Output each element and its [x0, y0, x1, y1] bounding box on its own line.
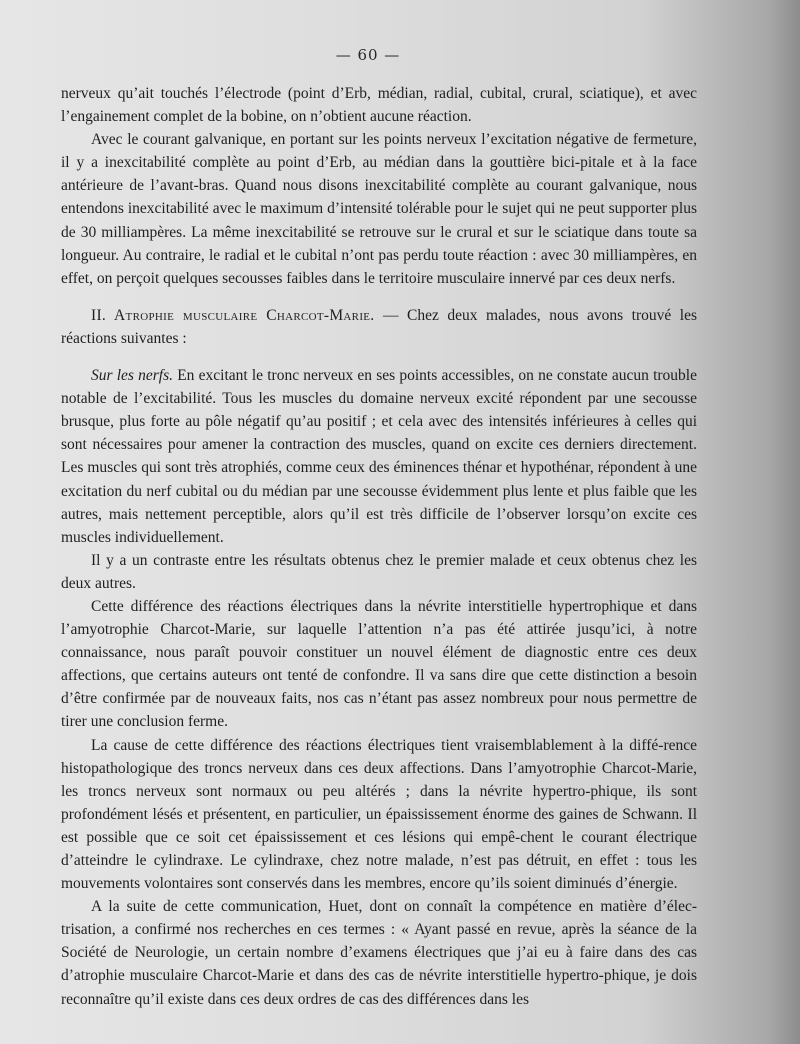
paragraph-text: nerveux qu’ait touchés l’électrode (point d’Erb, médian, radial, cubital, crural, sciatique), et avec l’engainement complet de la bobine, on n’obtient aucune réaction.: [61, 85, 697, 126]
paragraph-huet: [61, 895, 697, 1010]
body-text: [61, 82, 697, 1011]
paragraph-cause: [61, 734, 697, 896]
paragraph-galvanic-current: [61, 128, 697, 290]
section-title: II. Atrophie musculaire Charcot-Marie.: [91, 306, 375, 324]
paragraph-text: Avec le courant galvanique, en portant sur les points nerveux l’excitation négative de fermeture, il y a inexcitabilité complète au point d’Erb, au médian dans la gouttière bici-pitale et à la face antérieure de l’avant-bras. Quand nous disons inexcitabilité complète au courant galvanique, nous entendons inexcitabilité avec le maximum d’intensité tolérable pour le sujet qui ne peut supporter plus de 30 milliampères. La même inexcitabilité se retrouve sur le crural et sur le sciatique dans toute sa longueur. Au contraire, le radial et le cubital n’ont pas perdu toute réaction : avec 30 milliampères, en effet, on perçoit quelques secousses faibles dans le territoire musculaire innervé par ces deux nerfs.: [61, 131, 697, 287]
section-heading-paragraph: [61, 304, 697, 350]
paragraph-text: La cause de cette différence des réactions électriques tient vraisemblablement à la diffé-rence histopathologique des troncs nerveux dans ces deux affections. Dans l’amyotrophie Charcot-Marie, les troncs nerveux sont normaux ou peu altérés ; dans la névrite hypertro-phique, ils sont profondément lésés et présentent, en particulier, un épaississement énorme des gaines de Schwann. Il est possible que ce soit cet épaississement et ces lésions qui empê-chent le courant électrique d’atteindre le cylindraxe. Le cylindraxe, chez notre malade, n’est pas détruit, en effet : tous les mouvements volontaires sont conservés dans les membres, encore qu’ils soient diminués d’énergie.: [61, 736, 697, 893]
page-number: — 60 —: [335, 46, 401, 64]
paragraph-text: — Chez deux malades, nous avons trouvé les réactions suivantes :: [61, 306, 697, 347]
paragraph-text: En excitant le tronc nerveux en ses points accessibles, on ne constate aucun trouble notable de l’excitabilité. Tous les muscles du domaine nerveux excité répondent par une secousse brusque, plus forte au pôle négatif qu’au positif ; et cela avec des intensités inférieures à celles qui sont nécessaires pour amener la contraction des muscles, quand on excite ces derniers directement. Les muscles qui sont très atrophiés, comme ceux des éminences thénar et hypothénar, répondent à une excitation du nerf cubital ou du médian par une secousse évidemment plus lente et plus faible que les autres, mais nettement perceptible, alors qu’il est très difficile de l’observer lorsqu’on excite ces muscles individuellement.: [61, 367, 697, 546]
italic-lead: Sur les nerfs.: [91, 367, 174, 385]
paragraph-difference: [61, 595, 697, 734]
paragraph-text: Cette différence des réactions électriques dans la névrite interstitielle hypertrophique et dans l’amyotrophie Charcot-Marie, sur laquelle l’attention n’a pas été attirée jusqu’ici, à notre connaissance, nous paraît pouvoir constituer un nouvel élément de diagnostic entre ces deux affections, que certains auteurs ont tenté de confondre. Il va sans dire que cette distinction a besoin d’être confirmée par de nouveaux faits, nos cas n’étant pas assez nombreux pour nous permettre de tirer une conclusion ferme.: [61, 597, 697, 731]
paragraph-contrast: [61, 549, 697, 595]
paragraph-continuation: [61, 82, 697, 128]
paragraph-sur-les-nerfs: [61, 364, 697, 549]
paragraph-text: Il y a un contraste entre les résultats obtenus chez le premier malade et ceux obtenus chez les deux autres.: [61, 551, 697, 592]
paragraph-text: A la suite de cette communication, Huet, dont on connaît la compétence en matière d’élec-trisation, a confirmé nos recherches en ces termes : « Ayant passé en revue, après la séance de la Société de Neurologie, un certain nombre d’examens électriques que j’ai eu à faire dans des cas d’atrophie musculaire Charcot-Marie et dans des cas de névrite interstitielle hypertro-phique, je dois reconnaître qu’il existe dans ces deux ordres de cas des différences dans les: [61, 898, 697, 1008]
